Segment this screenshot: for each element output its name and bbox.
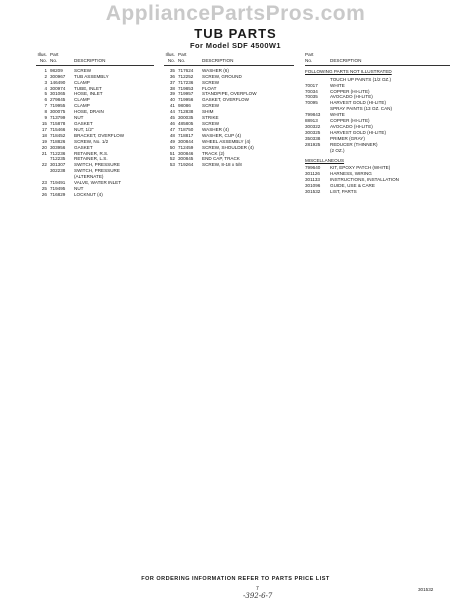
part-number: 88913 bbox=[305, 118, 318, 124]
part-number: 717236 bbox=[178, 79, 194, 85]
part-header: Part bbox=[305, 52, 314, 57]
part-number: 719491 bbox=[50, 180, 66, 186]
part-description: WHEEL ASSEMBLY (4) bbox=[202, 138, 251, 144]
section-heading-not-illustrated: FOLLOWING PARTS NOT ILLUSTRATED bbox=[305, 68, 392, 74]
illus-number: 17 bbox=[41, 126, 47, 132]
illus-number: 49 bbox=[169, 138, 175, 144]
part-number: 303956 bbox=[50, 144, 66, 150]
part-number: 281925 bbox=[305, 141, 321, 147]
part-description: WASHER, CUP (4) bbox=[202, 132, 242, 138]
part-description: HARNESS, WIRING bbox=[330, 171, 372, 177]
part-description: CLAMP bbox=[74, 79, 90, 85]
part-description: PRIMER (GRAY) bbox=[330, 135, 365, 141]
part-description: LOCKNUT (4) bbox=[74, 191, 103, 197]
part-number: 300974 bbox=[50, 85, 66, 91]
no-header: No. bbox=[167, 57, 175, 63]
part-number: 712838 bbox=[178, 109, 194, 115]
part-number: 300325 bbox=[305, 129, 321, 135]
column-subheader bbox=[36, 58, 154, 66]
parts-column-1 bbox=[36, 52, 154, 198]
part-description: HARVEST GOLD (HI-LITE) bbox=[330, 100, 386, 106]
part-description: SWITCH, PRESSURE bbox=[74, 162, 120, 168]
illus-number: 9 bbox=[44, 115, 47, 121]
part-description: SCREW, 8-18 x 5/8 bbox=[202, 162, 242, 168]
illus-number: 37 bbox=[169, 79, 175, 85]
part-number: 718750 bbox=[178, 126, 194, 132]
illus-number: 52 bbox=[169, 156, 175, 162]
part-number: 301532 bbox=[305, 189, 321, 195]
illus-number: 4 bbox=[44, 85, 47, 91]
part-number: 719495 bbox=[50, 185, 66, 191]
part-description: HOSE, DRAIN bbox=[74, 109, 104, 115]
part-number: 719955 bbox=[50, 103, 66, 109]
illus-number: 40 bbox=[169, 97, 175, 103]
illus-number: 25 bbox=[41, 185, 47, 191]
section-heading-miscellaneous: MISCELLANEOUS bbox=[305, 157, 345, 163]
column-subheader bbox=[305, 58, 450, 66]
part-description: TUBE, INLET bbox=[74, 85, 102, 91]
illus-number: 15 bbox=[41, 120, 47, 126]
parts-row bbox=[305, 148, 450, 154]
part-description: BRACKET, OVERFLOW bbox=[74, 132, 125, 138]
part-description: HARVEST GOLD (HI-LITE) bbox=[330, 129, 386, 135]
part-number: 719956 bbox=[178, 97, 194, 103]
illus-number: 36 bbox=[169, 73, 175, 79]
part-number: 719264 bbox=[178, 162, 194, 168]
parts-row bbox=[36, 192, 154, 198]
part-description: KIT, EPOXY PATCH (WHITE) bbox=[330, 165, 391, 171]
part-description: FLOAT bbox=[202, 85, 217, 91]
parts-column-3 bbox=[305, 52, 450, 195]
description-header: DESCRIPTION bbox=[330, 57, 362, 63]
part-number: 712235 bbox=[50, 156, 66, 162]
part-description: RETAINER, R.S. bbox=[74, 150, 109, 156]
part-number: 146490 bbox=[50, 79, 66, 85]
part-description: (2 OZ.) bbox=[330, 147, 345, 153]
part-description: SCREW bbox=[202, 79, 220, 85]
part-number: 300844 bbox=[178, 138, 194, 144]
part-description: SHIM bbox=[202, 109, 214, 115]
part-number: 98209 bbox=[50, 67, 63, 73]
part-number: 719957 bbox=[178, 91, 194, 97]
illus-number: 47 bbox=[169, 126, 175, 132]
part-header: Part bbox=[178, 52, 187, 57]
part-number: 300845 bbox=[178, 156, 194, 162]
part-description: CLAMP bbox=[74, 97, 90, 103]
illus-number: 50 bbox=[169, 144, 175, 150]
illus-number: 48 bbox=[169, 132, 175, 138]
part-number: 712459 bbox=[178, 144, 194, 150]
illus-number: 38 bbox=[169, 85, 175, 91]
part-description: STRIKE bbox=[202, 115, 219, 121]
parts-row bbox=[164, 162, 294, 168]
part-number: 70095 bbox=[305, 100, 318, 106]
part-number: 717624 bbox=[178, 67, 194, 73]
page-mark: 7 bbox=[256, 586, 259, 592]
part-description: GASKET bbox=[74, 120, 93, 126]
part-number: 715878 bbox=[50, 120, 66, 126]
handwritten-note: -392-6-7 bbox=[243, 592, 273, 600]
illus-number: 22 bbox=[41, 162, 47, 168]
parts-column-2 bbox=[164, 52, 294, 168]
part-number: 70035 bbox=[305, 94, 318, 100]
part-number: 712252 bbox=[178, 73, 194, 79]
part-description: CLAMP bbox=[74, 103, 90, 109]
part-number: 279845 bbox=[50, 97, 66, 103]
page-title: TUB PARTS bbox=[194, 26, 277, 41]
part-number: 70017 bbox=[305, 82, 318, 88]
illus-number: 23 bbox=[41, 180, 47, 186]
illus-number: 41 bbox=[169, 103, 175, 109]
part-number: 485805 bbox=[178, 120, 194, 126]
no-header: No. bbox=[178, 57, 186, 63]
part-number: 718452 bbox=[50, 132, 66, 138]
part-number: 715466 bbox=[50, 126, 66, 132]
part-description: SCREW bbox=[74, 67, 92, 73]
illus-number: 45 bbox=[169, 115, 175, 121]
part-number: 301096 bbox=[305, 183, 321, 189]
illus-number: 19 bbox=[41, 138, 47, 144]
no-header: No. bbox=[39, 57, 47, 63]
part-description: INSTRUCTIONS, INSTALLATION bbox=[330, 177, 399, 183]
part-description: NUT bbox=[74, 185, 84, 191]
part-description: GASKET bbox=[74, 144, 93, 150]
part-description: AVOCADO (HI-LITE) bbox=[330, 94, 373, 100]
part-description: SCREW, SHOULDER (4) bbox=[202, 144, 254, 150]
part-description: TOUCH UP PAINTS (1/2 OZ.) bbox=[330, 76, 392, 82]
part-description: SCREW, No. 1/2 bbox=[74, 138, 109, 144]
part-description: SWITCH, PRESSURE bbox=[74, 168, 120, 174]
part-number: 350338 bbox=[305, 135, 321, 141]
part-description: TUB ASSEMBLY bbox=[74, 73, 109, 79]
illus-number: 1 bbox=[44, 67, 47, 73]
part-description: RETAINER, L.S. bbox=[74, 156, 108, 162]
part-number: 713799 bbox=[50, 115, 66, 121]
part-description: SCREW bbox=[202, 120, 220, 126]
part-description: COPPER (HI-LITE) bbox=[330, 88, 370, 94]
description-header: DESCRIPTION bbox=[74, 57, 106, 63]
illus-number: 44 bbox=[169, 109, 175, 115]
illus-number: 7 bbox=[44, 103, 47, 109]
part-number: 300322 bbox=[305, 123, 321, 129]
part-number: 799640 bbox=[305, 165, 321, 171]
illus-number: 20 bbox=[41, 144, 47, 150]
illus-number: 46 bbox=[169, 120, 175, 126]
illus-number: 8 bbox=[44, 109, 47, 115]
part-number: 799843 bbox=[305, 112, 321, 118]
illus-number: 35 bbox=[169, 67, 175, 73]
part-description: TRACK (2) bbox=[202, 150, 225, 156]
illus-number: 2 bbox=[44, 73, 47, 79]
part-header: Part bbox=[50, 52, 59, 57]
part-description: REDUCER (THINNER) bbox=[330, 141, 378, 147]
part-description: HOSE, INLET bbox=[74, 91, 103, 97]
model-subtitle: For Model SDF 4500W1 bbox=[190, 41, 281, 50]
part-description: SCREW, GROUND bbox=[202, 73, 242, 79]
part-number: 98086 bbox=[178, 103, 191, 109]
illus-header: Illus. bbox=[165, 52, 175, 57]
illus-number: 53 bbox=[169, 162, 175, 168]
part-number: 301065 bbox=[50, 91, 66, 97]
illus-number: 51 bbox=[169, 150, 175, 156]
illus-number: 26 bbox=[41, 191, 47, 197]
document-number: 301532 bbox=[418, 587, 434, 592]
part-description: STANDPIPE, OVERFLOW bbox=[202, 91, 257, 97]
part-description: SCREW bbox=[202, 103, 220, 109]
parts-row bbox=[305, 189, 450, 195]
column-subheader bbox=[164, 58, 294, 66]
part-number: 300035 bbox=[178, 115, 194, 121]
illus-number: 21 bbox=[41, 150, 47, 156]
no-header: No. bbox=[305, 57, 313, 63]
illus-number: 5 bbox=[44, 91, 47, 97]
part-number: 301307 bbox=[50, 162, 66, 168]
part-description: COPPER (HI-LITE) bbox=[330, 118, 370, 124]
part-number: 300967 bbox=[50, 73, 66, 79]
part-number: 301126 bbox=[305, 171, 320, 177]
part-number: 718817 bbox=[178, 132, 194, 138]
part-description: GASKET, OVERFLOW bbox=[202, 97, 249, 103]
part-number: 300846 bbox=[178, 150, 194, 156]
part-description: WHITE bbox=[330, 112, 345, 118]
watermark: AppliancePartsPros.com bbox=[105, 2, 366, 25]
part-description: WASHER (4) bbox=[202, 126, 229, 132]
part-number: 719853 bbox=[178, 85, 194, 91]
part-description: NUT bbox=[74, 115, 84, 121]
part-number: 302238 bbox=[50, 168, 66, 174]
part-description: WHITE bbox=[330, 82, 345, 88]
illus-header: Illus. bbox=[37, 52, 47, 57]
illus-number: 39 bbox=[169, 91, 175, 97]
part-description: END CAP, TRACK bbox=[202, 156, 240, 162]
part-number: 301133 bbox=[305, 177, 320, 183]
part-description: (ALTERNATE) bbox=[74, 174, 104, 180]
illus-number: 18 bbox=[41, 132, 47, 138]
part-number: 716829 bbox=[50, 191, 66, 197]
part-description: VALVE, WATER INLET bbox=[74, 180, 122, 186]
part-number bbox=[305, 148, 330, 154]
part-number: 70034 bbox=[305, 88, 318, 94]
part-number: 300075 bbox=[50, 109, 66, 115]
part-description: WASHER (6) bbox=[202, 67, 229, 73]
part-description: AVOCADO (HI-LITE) bbox=[330, 123, 373, 129]
description-header: DESCRIPTION bbox=[202, 57, 234, 63]
part-description: GUIDE, USE & CARE bbox=[330, 183, 375, 189]
part-description: LIST, PARTS bbox=[330, 189, 357, 195]
part-number: 718826 bbox=[50, 138, 66, 144]
ordering-info-footer: FOR ORDERING INFORMATION REFER TO PARTS PRICE LIST bbox=[141, 576, 330, 582]
part-description: SPRAY PAINTS (13 OZ. CAN) bbox=[330, 106, 393, 112]
no-header: No. bbox=[50, 57, 58, 63]
illus-number: 3 bbox=[44, 79, 47, 85]
illus-number: 6 bbox=[44, 97, 47, 103]
part-description: NUT, 1/2" bbox=[74, 126, 94, 132]
part-number: 712236 bbox=[50, 150, 66, 156]
